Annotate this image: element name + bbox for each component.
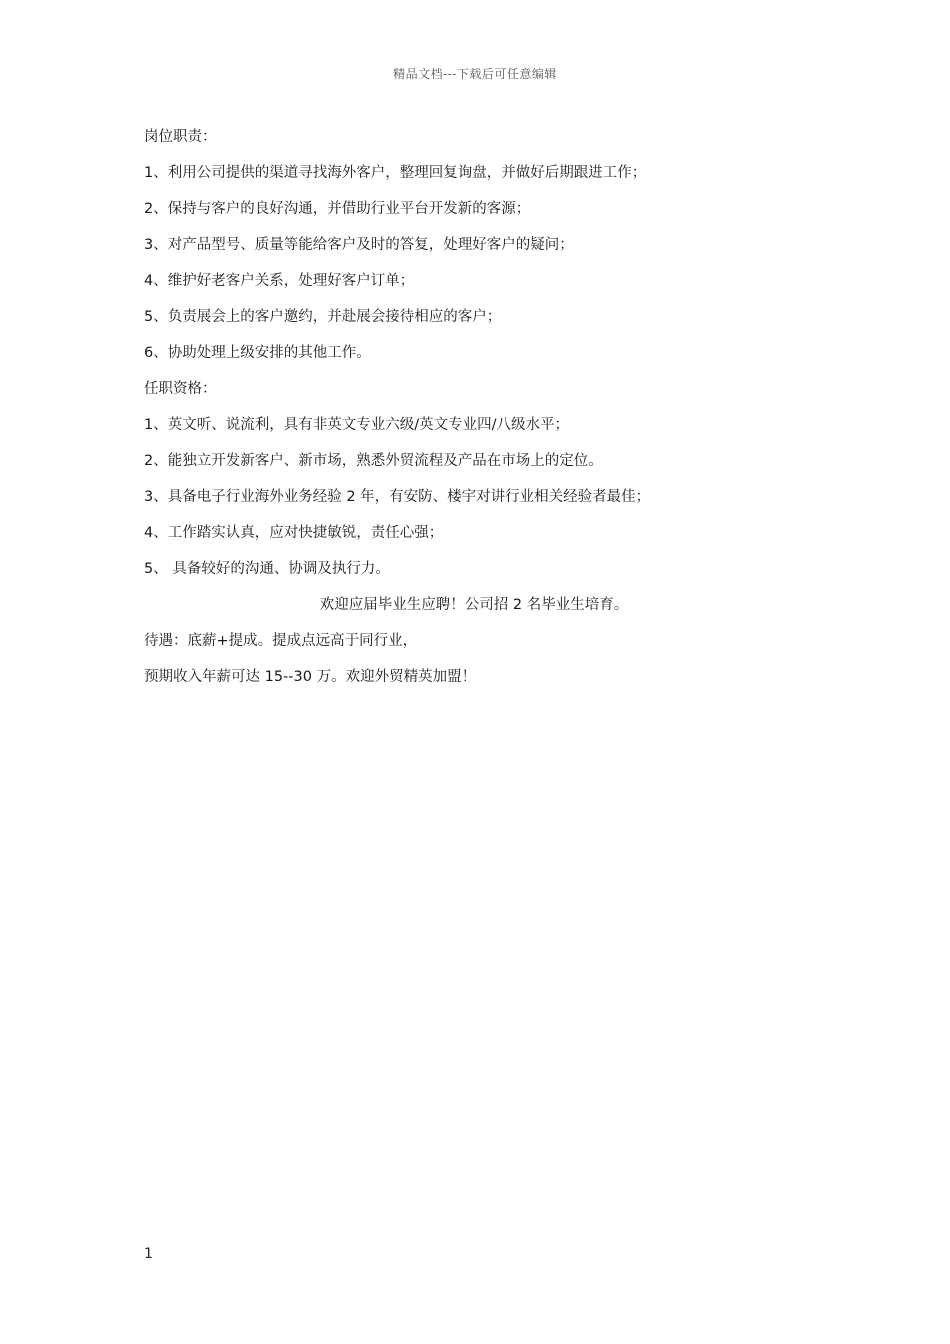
responsibility-item: 6、协助处理上级安排的其他工作。	[144, 345, 371, 361]
qualification-item: 2、能独立开发新客户、新市场，熟悉外贸流程及产品在市场上的定位。	[144, 453, 603, 469]
responsibility-item: 4、维护好老客户关系，处理好客户订单；	[144, 273, 415, 289]
compensation-line: 待遇：底薪+提成。提成点远高于同行业，	[144, 633, 418, 649]
page-header: 精品文档---下载后可任意编辑	[393, 67, 557, 81]
section-heading-responsibilities: 岗位职责：	[144, 129, 217, 145]
document-body	[144, 127, 804, 703]
responsibility-item: 2、保持与客户的良好沟通，并借助行业平台开发新的客源；	[144, 201, 531, 217]
qualification-item: 5、 具备较好的沟通、协调及执行力。	[144, 561, 390, 577]
responsibility-item: 5、负责展会上的客户邀约，并赴展会接待相应的客户；	[144, 309, 502, 325]
qualification-item: 4、工作踏实认真，应对快捷敏锐，责任心强；	[144, 525, 444, 541]
page-number: 1	[144, 1246, 153, 1262]
responsibility-item: 3、对产品型号、质量等能给客户及时的答复，处理好客户的疑问；	[144, 237, 574, 253]
qualification-item: 3、具备电子行业海外业务经验 2 年，有安防、楼宇对讲行业相关经验者最佳；	[144, 489, 651, 505]
section-heading-qualifications: 任职资格：	[144, 381, 217, 397]
qualification-item: 1、英文听、说流利，具有非英文专业六级/英文专业四/八级水平；	[144, 417, 569, 433]
responsibility-item: 1、利用公司提供的渠道寻找海外客户，整理回复询盘，并做好后期跟进工作；	[144, 165, 647, 181]
graduate-welcome-note: 欢迎应届毕业生应聘！公司招 2 名毕业生培育。	[319, 597, 629, 613]
expected-income-line: 预期收入年薪可达 15--30 万。欢迎外贸精英加盟！	[144, 669, 477, 685]
